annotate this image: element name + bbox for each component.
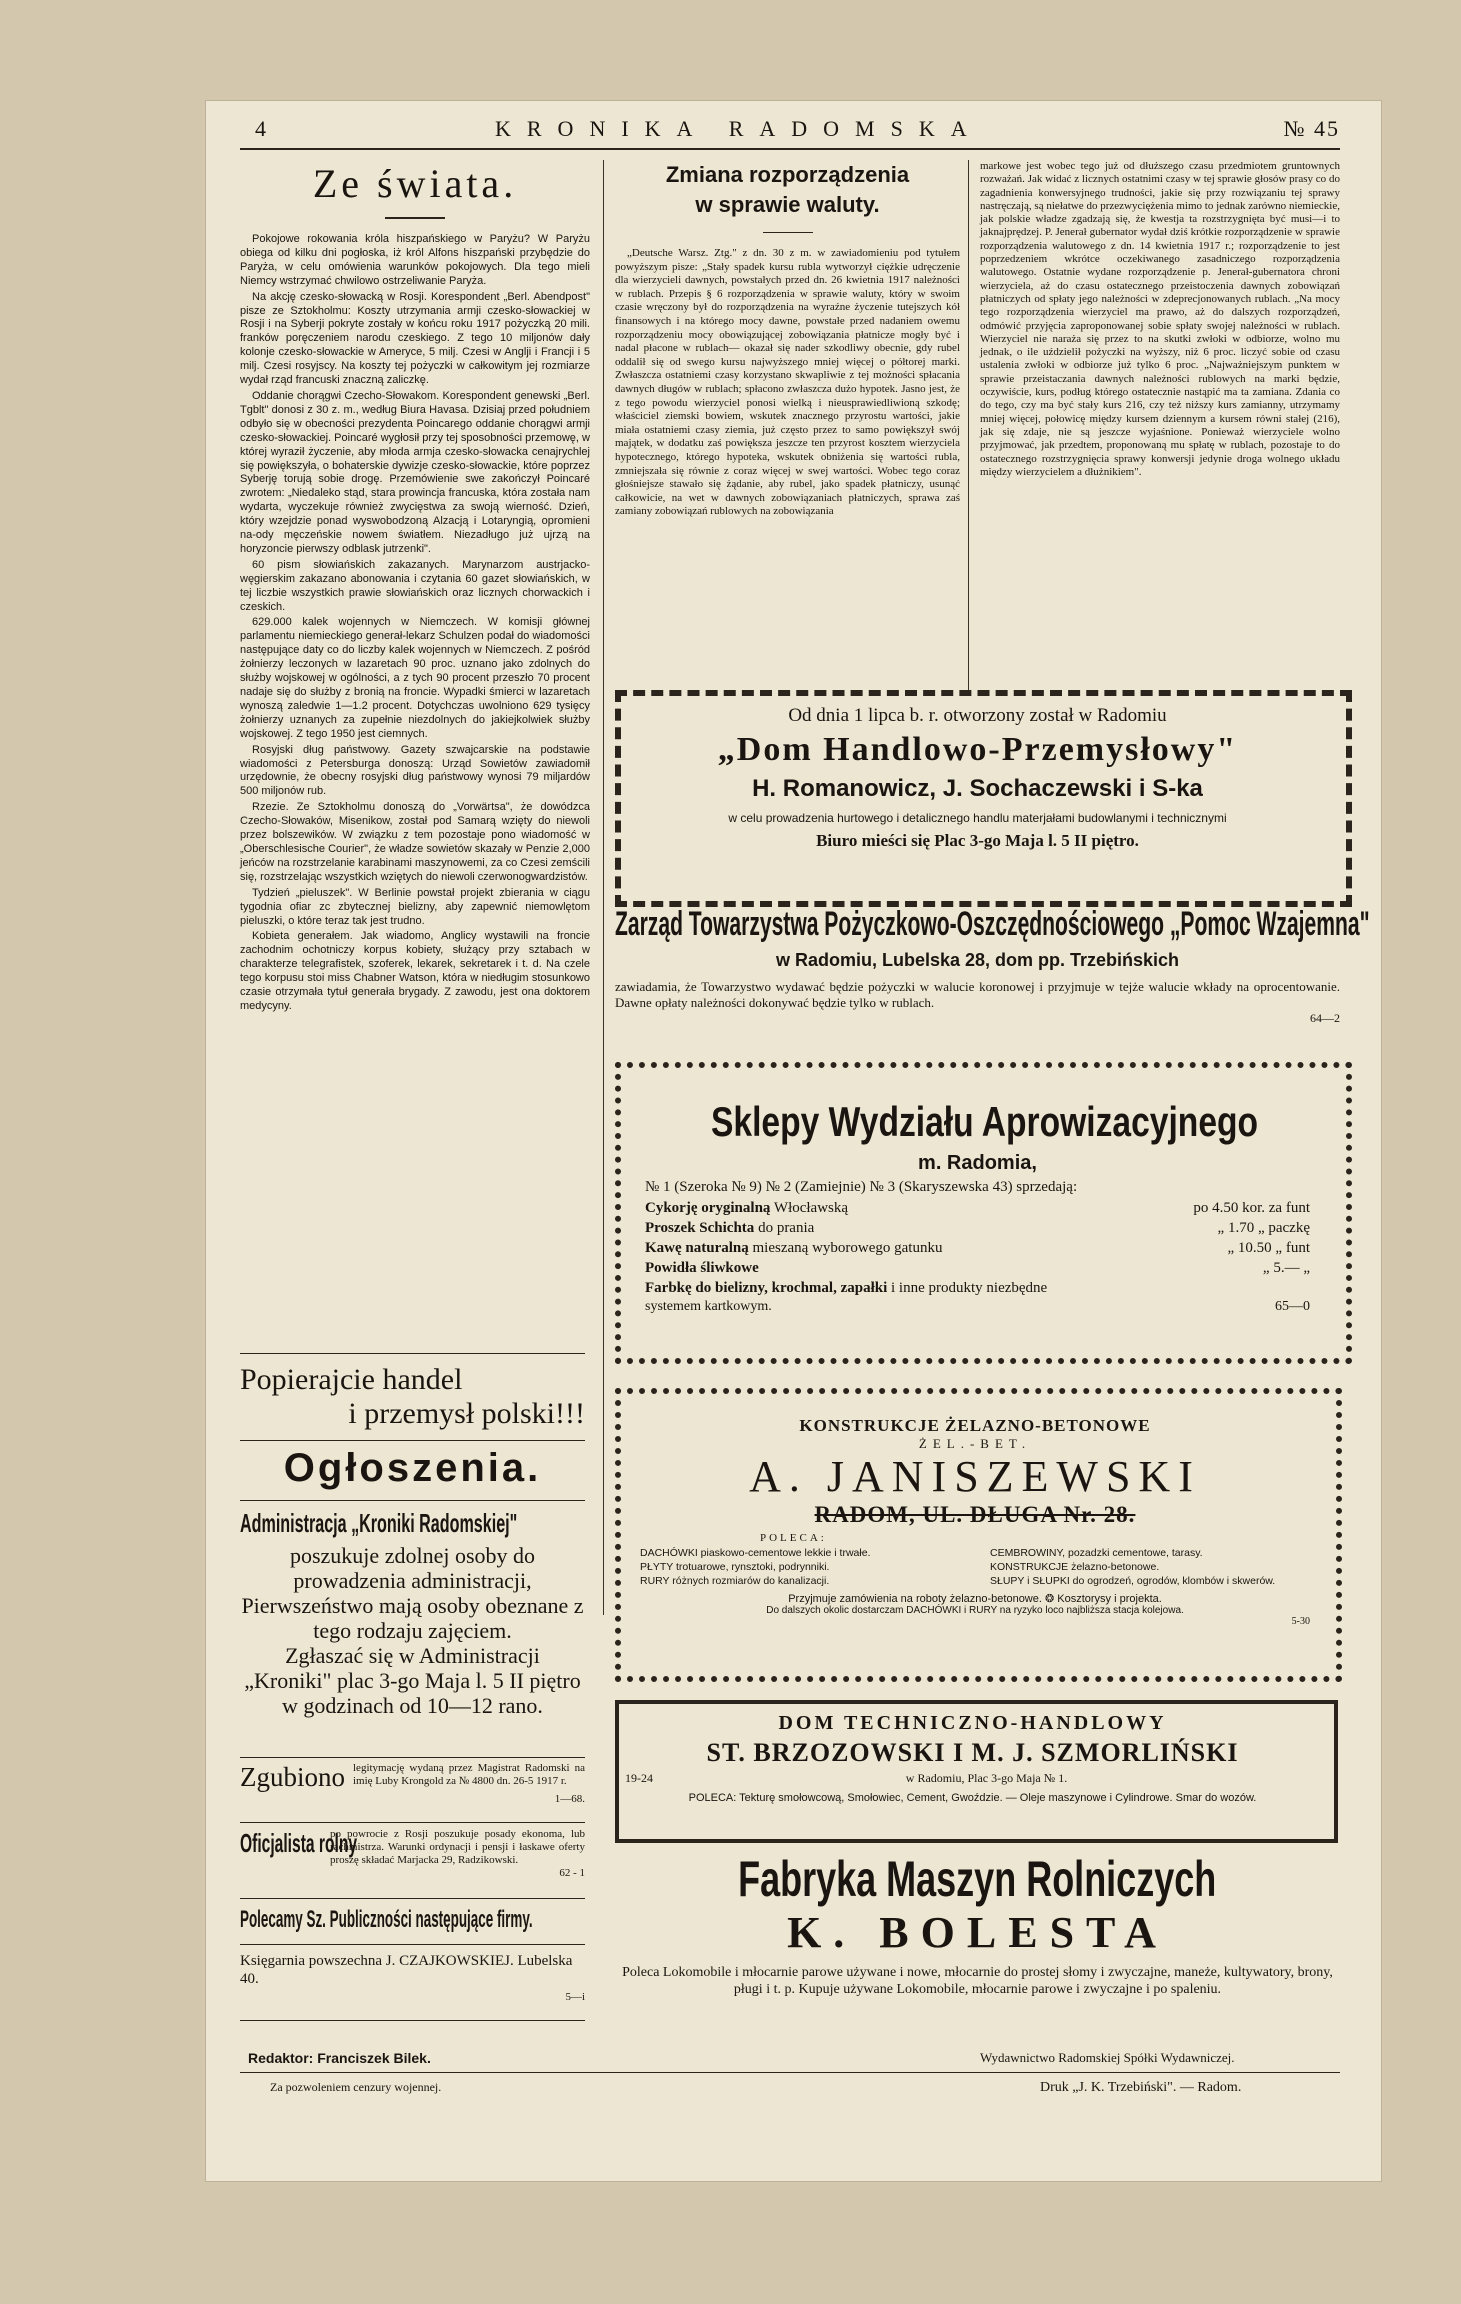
extra-end: systemem kartkowym. (645, 1299, 772, 1314)
jan-delivery: Do dalszych okolic dostarczam DACHÓWKI i RURY na ryzyko loco najbliższa stacja kolejowa. (766, 1605, 1184, 1616)
pomoc-title: Zarząd Towarzystwa Pożyczkowo-Oszczędnościowego „Pomoc Wzajemna" (615, 905, 1370, 943)
jan-orders: Przyjmuje zamówienia na roboty żelazno-betonowe. ❂ Kosztorysy i projekta. (788, 1593, 1162, 1605)
bookshop-code: 5—i (565, 1991, 585, 2003)
dom-purpose: w celu prowadzenia hurtowego i detalicznego handlu materjałami budowlanymi i technicznymi (728, 811, 1227, 825)
ad-pomoc-wzajemna (615, 905, 1370, 1026)
jan-right-item: SŁUPY i SŁUPKI do ogrodzeń, ogrodów, klombów i skwerów. (990, 1575, 1276, 1587)
officer-code: 62 - 1 (559, 1867, 585, 1879)
sklepy-item (645, 1198, 1310, 1218)
item-detail: mieszaną wyborowego gatunku (752, 1240, 943, 1256)
rule (240, 2020, 585, 2021)
header-rule (240, 148, 1340, 150)
jan-left-item: PŁYTY trotuarowe, rynsztoki, podrynniki. (640, 1561, 830, 1573)
sklepy-city: m. Radomia, (918, 1152, 1037, 1174)
extra-rest: i inne produkty niezbędne (891, 1280, 1048, 1296)
sklepy-extra (645, 1278, 1310, 1298)
dom-line-1: Od dnia 1 lipca b. r. otworzony został w Radomiu (788, 705, 1167, 726)
extra-bold: Farbkę do bielizny, krochmal, zapałki (645, 1280, 888, 1296)
item-price: „ 10.50 „ funt (1227, 1240, 1310, 1256)
item-detail: Włocławską (773, 1200, 849, 1216)
heading-rule (385, 217, 445, 219)
column-2 (615, 160, 960, 519)
item-price: po 4.50 kor. za funt (1193, 1200, 1310, 1216)
heading-rule (763, 232, 813, 233)
jan-line-2: ŻEL.-BET. (918, 1436, 1032, 1451)
slogan-line-2: i przemysł polski!!! (348, 1397, 585, 1430)
sklepy-item (645, 1238, 1310, 1258)
rule (240, 1500, 585, 1501)
rule (240, 1440, 585, 1441)
dt-offer: POLECA: Tekturę smołowcową, Smołowiec, Cement, Gwoździe. — Oleje maszynowe i Cylindrowe. Smar do wozów. (688, 1792, 1257, 1804)
dom-title: „Dom Handlowo-Przemysłowy" (717, 731, 1238, 768)
sklepy-item (645, 1218, 1310, 1238)
ad-oficjalista (240, 1828, 585, 1879)
news-item: 629.000 kalek wojennych w Niemczech. W komisji głównej parlamentu niemieckiego generał-lekarz Schulzen podał do wiadomości następujące daty co do liczby kalek wojennych w Niemczech. Z pośród żołnierzy leczonych w lazaretach 90 proc. uznano jako zdolnych do służby wojskowej w ogólności, a z tych 90 procent przeszło 70 procent nadaje się do służby z bronią na froncie. Wypadki śmierci w lazaretach wynoszą zaledwie 1—1.2 procent. Dotychczas uwolniono 629 tysięcy żołnierzy uznanych za zupełnie niezdolnych do jakiejkolwiek służby wojskowej. Z tego 1950 jest ciemnych. (240, 616, 590, 740)
dt-title: DOM TECHNICZNO-HANDLOWY (778, 1712, 1167, 1734)
jan-items (640, 1546, 1310, 1588)
rule (240, 1822, 585, 1823)
item-detail: do prania (758, 1220, 815, 1236)
footer-rule (240, 2072, 1340, 2073)
item-price: „ 1.70 „ paczkę (1217, 1220, 1310, 1236)
item-name: Powidła śliwkowe (645, 1260, 759, 1276)
fabryka-name: K. BOLESTA (787, 1908, 1168, 1957)
lost-text: legitymację wydaną przez Magistrat Radomski na imię Luby Krongold za № 4800 dn. 26-5 1917 r. (353, 1762, 585, 1787)
lost-title: Zgubiono (240, 1762, 345, 1792)
pomoc-text: zawiadamia, że Towarzystwo wydawać będzie pożyczki w walucie koronowej i przyjmuje w tejże walucie wkłady na oprocentowanie. Dawne opłaty należności dokonywać będzie tylko w rublach. (615, 979, 1340, 1010)
column-3 (980, 160, 1340, 479)
news-item: Rzezie. Ze Sztokholmu donoszą do „Vorwärtsa", że dowódzca Czecho-Słowaków, Misenikow, został pod Samarą wzięty do niewoli przez bolszewików. W związku z tem pozostaje pono wiadomość w „Oberschlesische Courier", że władze sowietów skazały w Penzie 2,000 jeńców na rozstrzelanie karabinami maszynowemi, za co Czesi zemścili się, rozstrzelając wszystkich wziętych do niewoli czerwonogwardzistów. (240, 801, 590, 883)
publisher: Wydawnictwo Radomskiej Spółki Wydawniczej. (980, 2050, 1235, 2065)
slogan-line-1: Popierajcie handel (240, 1363, 463, 1396)
waluta-continuation: markowe jest wobec tego już od dłuższego czasu przedmiotem gruntownych rozważań. Jak widać z licznych ostatnimi czasy w tej sprawie głosów prasy co do zagadnienia konwersyjnego trudności, jakie się przy rozwiązaniu tej sprawy nastręczają, są niełatwe do przezwyciężenia mimo to jednak zarówno niemieckie, jak polskie władze zgadzają się, że kwestja ta rozstrzygnięta być musi—i to jaknajprędzej. P. Jenerał gubernator wydał dziś krótkie rozporządzenie w sprawie rozporządzenia walutowego z dn. 14 kwietnia 1917 r.; rozporządzenie to jest poprzedzeniem wkrótce oczekiwanego zasadniczego rozporządzenia walutowego. Ostatnie wydane rozporządzenie p. Jenerał-gubernatora chroni wierzyciela, aż do czasu ostatecznego przeistoczenia dawnych zobowiązań płatniczych od spłaty jego należności w zdeprecjonowanych rublach. „Na mocy tego rozporządzenia wierzyciel ma prawo, aż do dalszych rozporządzeń, odmówić przyjęcia zaproponowanej sobie spłaty swojej należności w rublach. Wierzyciel nie naraża się przez to na skutki zwłoki w odbiorze, wolno mu jednak, o ile uździelił pożyczki na wyższy, niż 6 proc. liczyć sobie od czasu ustalenia zwłoki w odbiorze już tylko 6 proc. „Najważniejszym punktem w sprawie przeistaczania dawnych należności rublowych na marki będzie, oczywiście, kurs, podług którego ostatecznie nastąpić ma ta zamiana. Zdania co do tego, czy ma być stały kurs 216, czy też niższy kurs zamianny, utrzymamy mniej więcej, połowicę między kursem dziennym a kursem równi stałej (216), jak się zdaje, nie są jeszcze wyjaśnione. Ponieważ wierzyciele wolno przyjmować, jak przedtem, proponowaną mu spłatę w rublach, pozostaje to do ostatecznego rozstrzygnięcia sprawy konwersji jedynie droga wolnego układu między wierzycielem a dłużnikiem". (980, 160, 1340, 478)
news-item: Pokojowe rokowania króla hiszpańskiego w Paryżu? W Paryżu obiega od kilku dni pogłoska, iż król Alfons hiszpański przybędzie do Paryża, w celu omówienia warunków pokojowych. Dla tego mieli Niemcy wstrzymać chwilowo ostrzeliwanie Paryża. (240, 233, 590, 287)
fabryka-text: Poleca Lokomobile i młocarnie parowe używane i nowe, młocarnie do prostej słomy i zwyczajne, maneże, kultywatory, brony, pługi i t. p. Kupuje używane Lokomobile, młocarnie parowe i zwyczajne i po spaleniu. (622, 1965, 1333, 1997)
officer-text: po powrocie z Rosji poszukuje posady ekonoma, lub rachmistrza. Warunki ordynacji i pensji i łaskawe oferty proszę składać Marjacka 29, Radzikowski. (330, 1828, 585, 1866)
sklepy-end (645, 1298, 1310, 1316)
dom-office: Biuro mieści się Plac 3-go Maja l. 5 II piętro. (816, 831, 1139, 850)
column-divider-2 (968, 160, 969, 695)
rule (240, 1353, 585, 1354)
admin-title: Administracja „Kroniki Radomskiej" (240, 1508, 518, 1538)
page-header (255, 116, 1340, 146)
officer-title: Oficjalista rolny (240, 1828, 358, 1858)
dt-code: 19-24 (625, 1771, 653, 1785)
waluta-text: „Deutsche Warsz. Ztg." z dn. 30 z m. w zawiadomieniu pod tytułem powyższym pisze: „Stały spadek kursu rubla wytworzył ciężkie udręczenie dla wierzycieli dawnych, powstałych przed dn. 26 kwietnia 1917 należności w rublach. Przepis § 6 rozporządzenia w sprawie waluty, który w swoim czasie wręczony był do rozporządzenia na wyraźne życzenie tutejszych kół finansowych i na którego mocy dawne, powstałe przed nadaniem owemu rozporządzeniu mocy obowiązującej zobowiązania płatnicze mogły być i nadal płacone w rublach— okazał się nader szkodliwy obecnie, gdy rubel oddalił się od swego kursu najwyższego mniej więcej o półtorej marki. Zwłaszcza ostatniemi czasy korzystano skwapliwie z tej możności spłacania dawnych długów w rublach; spłacono zwłaszcza dużo hypotek. Jasno jest, że z tego powodu wierzyciel ponosi wielką i nieusprawiedliwioną szkodę; właściciel ziemski bowiem, wskutek znacznego przyrostu wartości, jakie miała ostatniemi czasy ziemia, już często przez to samo powiększył swój majątek, w dodatku zaś powiększa jeszcze ten przyrost kosztem wierzyciela hypotecznego, którego hypoteka, wskutek obniżenia się wartości rubla, zmniejszała się równie z coraz więcej w swej wartości. Wobec tego coraz głośniejsze stawało się żądanie, aby rubel, jako spadek płatniczy, usunąć całkowicie, na wet w dawnych zobowiązaniach płatniczych, sprawa zaś zamiany zobowiązań rublowych na zobowiązania (615, 247, 960, 518)
admin-text-1: poszukuje zdolnej osoby do prowadzenia administracji, (289, 1543, 536, 1593)
censor-note: Za pozwoleniem cenzury wojennej. (270, 2080, 442, 2094)
lost-code: 1—68. (554, 1793, 585, 1805)
news-item: 60 pism słowiańskich zakazanych. Marynarzom austrjacko-węgierskim zakazano abonowania i czytania 60 gazet słowiańskich, w tej liczbie wszystkich prawie słowiańskich oraz licznych chorwackich i czeskich. (240, 558, 590, 613)
slogan (240, 1363, 585, 1431)
fabryka-title: Fabryka Maszyn Rolniczych (738, 1851, 1217, 1907)
news-item: Rosyjski dług państwowy. Gazety szwajcarskie na podstawie wiadomości z Petersburga donoszą: Urząd Sowietów zawiadomił urzędownie, że obecny rosyjski dług państwowy wynosi 79 miljardów 500 miljonów rub. (240, 743, 590, 798)
jan-address: RADOM, UL. DŁUGA Nr. 28. (814, 1502, 1136, 1527)
item-name: Kawę naturalną (645, 1240, 749, 1256)
ad-administracja (240, 1508, 585, 1718)
item-name: Cykorję oryginalną (645, 1200, 771, 1216)
jan-left-item: DACHÓWKI piaskowo-cementowe lekkie i trwałe. (640, 1547, 871, 1559)
dt-owners: ST. BRZOZOWSKI I M. J. SZMORLIŃSKI (706, 1738, 1239, 1767)
ad-fabryka (615, 1850, 1340, 1998)
dt-address-row (625, 1771, 1320, 1786)
ad-sklepy (645, 1098, 1310, 1316)
ad-janiszewski (640, 1416, 1310, 1627)
jan-poleca: POLECA: (760, 1532, 827, 1544)
bookshop-text: Księgarnia powszechna J. CZAJKOWSKIEJ. Lubelska 40. (240, 1953, 573, 1987)
jan-name: A. JANISZEWSKI (749, 1452, 1201, 1501)
jan-left-item: RURY różnych rozmiarów do kanalizacji. (640, 1575, 830, 1587)
dom-owners: H. Romanowicz, J. Sochaczewski i S-ka (752, 775, 1203, 802)
jan-right-item: KONSTRUKCJE żelazno-betonowe. (990, 1561, 1160, 1573)
item-name: Proszek Schichta (645, 1220, 755, 1236)
ogloszenia-heading: Ogłoszenia. (283, 1446, 542, 1490)
news-items (240, 233, 590, 1014)
page-number: 4 (255, 116, 268, 141)
admin-text-3: Zgłaszać się w Administracji „Kroniki" plac 3-go Maja l. 5 II piętro w godzinach od 10—12 rano. (244, 1643, 581, 1718)
ad-zgubiono (240, 1762, 585, 1805)
news-item: Tydzień „pieluszek". W Berlinie powstał projekt zbierania w ciągu tygodnia ofiar zc zbytecznej bielizny, aby zapewnić niemowlętom pieluszki, o które teraz tak jest trudno. (240, 886, 590, 927)
newspaper-title: KRONIKA RADOMSKA (495, 116, 983, 141)
recommend-heading: Polecamy Sz. Publiczności następujące firmy. (240, 1906, 533, 1933)
news-item: Oddanie chorągwi Czecho-Słowakom. Korespondent genewski „Berl. Tgblt" donosi z 30 z. m., według Biura Havasa. Dzisiaj przed południem odbyło się w obecności prezydenta Poincarego oddanie chorągwi armji czesko-słowackiej. Poincaré wygłosił przy tej sposobności przemowę, w której wyraził życzenie, aby młoda armja czesko-słowacka cenajrychlej się powiększyła, o bohaterskie dywizje czesko-słowackie, które poprzez Syberję torują sobie drogę. Przemówienie swe zakończył Poincaré zwrotem: „Niedaleko stąd, stara prowincja francuska, która została nam wydarta, wyczekuje również zwycięstwa za swoją wierność. Dzień, który wzejdzie ponad wyswobodzoną Alzacją i Lotaryngią, opromieni na-ody męczeńskie nowem światłem. Niezadługo już ujrzą na horyzoncie pierwszy odblask jutrzenki". (240, 389, 590, 555)
admin-text-2: Pierwszeństwo mają osoby obeznane z tego rodzaju zajęciem. (241, 1593, 584, 1643)
rule (240, 1898, 585, 1899)
column-1 (240, 160, 590, 1016)
rule (240, 1944, 585, 1945)
dt-address: w Radomiu, Plac 3-go Maja № 1. (905, 1771, 1068, 1785)
jan-right-item: CEMBROWINY, pozadzki cementowe, tarasy. (990, 1547, 1203, 1559)
print-info: Druk „J. K. Trzebiński". — Radom. (1040, 2080, 1242, 2095)
ad-dom-handlowy (630, 705, 1325, 851)
column-divider-1 (603, 160, 604, 1615)
ad-dom-techniczny (625, 1712, 1320, 1804)
ad-ksiegarnia (240, 1952, 585, 2006)
waluta-heading-2: w sprawie waluty. (695, 192, 880, 217)
ze-swiata-heading: Ze świata. (312, 161, 518, 206)
issue-number: № 45 (1283, 116, 1340, 141)
jan-code: 5-30 (1291, 1616, 1310, 1627)
sklepy-code: 65—0 (1275, 1299, 1310, 1314)
news-item: Na akcję czesko-słowacką w Rosji. Korespondent „Berl. Abendpost" pisze ze Sztokholmu: Koszty utrzymania armji czesko-słowackiej w Rosji i na Syberji pokryte zostały w końcu roku 1917 pożyczką 20 mili. franków poręczeniem narodu czeskiego. Z tego 10 miljonów dały kolonje czesko-słowackie w Ameryce, 5 milj. Czesi w Anglji i Francji i 5 milj. Czesi rosyjscy. Na koszty tej pożyczki w całkowitym jej rozmiarze wydał rząd francuski znaczną zaliczkę. (240, 290, 590, 387)
news-item: Kobieta generałem. Jak wiadomo, Anglicy wystawili na froncie zachodnim ochotniczy korpus kobiety, służący przy sztabach w charakterze telegrafistek, szoferek, lekarek, sekretarek i t. d. Na czele tego korpusu stoi miss Chabner Watson, która w niedługim stosunkowo czasie otrzymała tytuł generała brygady. Z zawodu, jest ona doktorem medycyny. (240, 930, 590, 1012)
sklepy-addresses: № 1 (Szeroka № 9) № 2 (Zamiejnie) № 3 (Skaryszewska 43) sprzedają: (645, 1179, 1078, 1195)
rule (240, 1757, 585, 1758)
pomoc-address: w Radomiu, Lubelska 28, dom pp. Trzebińskich (775, 950, 1180, 970)
jan-line-1: KONSTRUKCJE ŻELAZNO-BETONOWE (799, 1416, 1151, 1435)
waluta-heading-1: Zmiana rozporządzenia (665, 162, 910, 187)
sklepy-title: Sklepy Wydziału Aprowizacyjnego (711, 1098, 1259, 1145)
pomoc-code: 64—2 (1310, 1011, 1340, 1025)
sklepy-item (645, 1258, 1310, 1278)
editor: Redaktor: Franciszek Bilek. (248, 2050, 431, 2066)
item-price: „ 5.— „ (1262, 1260, 1310, 1276)
